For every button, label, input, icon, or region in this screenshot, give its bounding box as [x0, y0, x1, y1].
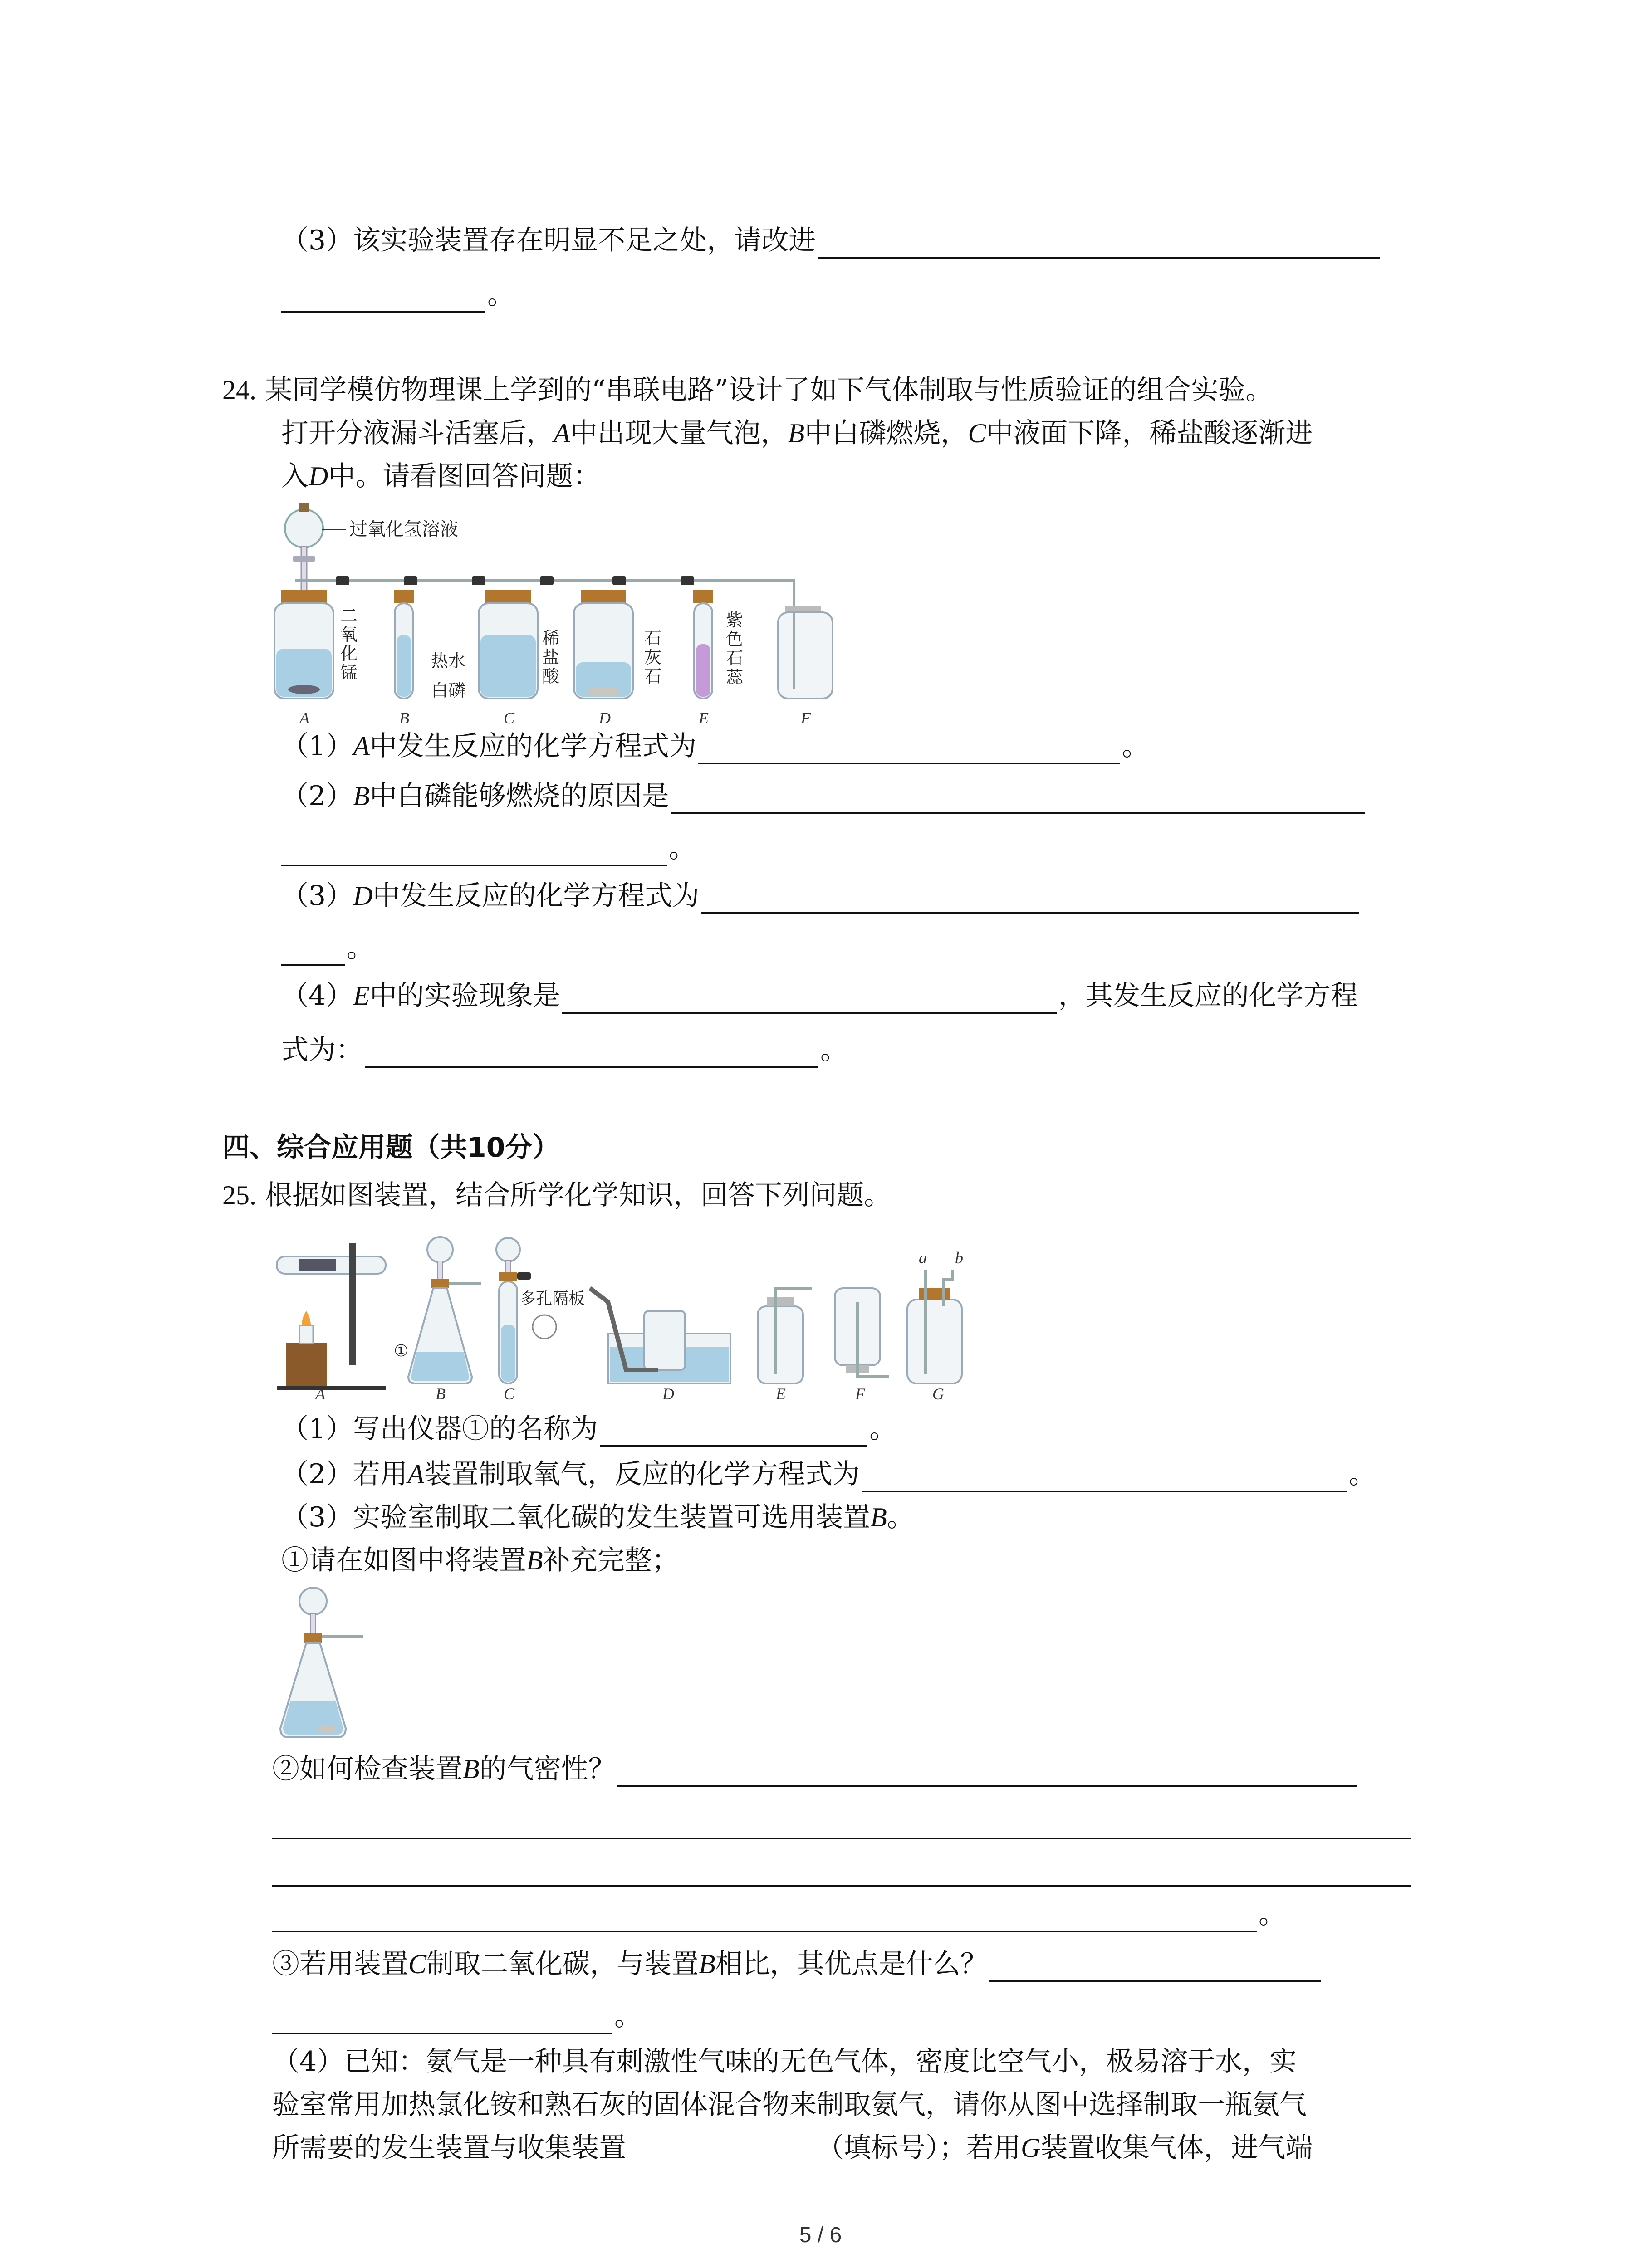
mno2-label: 二氧化锰	[340, 606, 358, 683]
answer-blank[interactable]	[600, 1419, 867, 1447]
svg-text:E: E	[699, 709, 709, 727]
q24-part3-line2: 。	[281, 930, 374, 966]
svg-text:A: A	[315, 1385, 325, 1402]
answer-blank[interactable]	[617, 1759, 1357, 1787]
svg-text:D: D	[662, 1385, 674, 1402]
funnel-label: 过氧化氢溶液	[349, 519, 458, 540]
answer-blank[interactable]	[562, 986, 1057, 1014]
q25-sub1: ①请在如图中将装置B补充完整；	[281, 1545, 679, 1576]
answer-blank[interactable]	[272, 1859, 1411, 1887]
q25-part4-line1: （4）已知：氨气是一种具有刺激性气味的无色气体，密度比空气小，极易溶于水，实	[272, 2046, 1297, 2077]
q23-part3-line1: （3）该实验装置存在明显不足之处，请改进	[281, 222, 1382, 259]
answer-blank[interactable]	[989, 1954, 1321, 1982]
answer-blank[interactable]	[272, 2006, 612, 2034]
svg-text:E: E	[776, 1385, 786, 1402]
apparatus-c	[496, 1238, 556, 1383]
answer-blank[interactable]	[365, 1040, 818, 1068]
answer-blank[interactable]	[281, 938, 345, 966]
q25-sub2-line4: 。	[272, 1896, 1286, 1932]
answer-blank[interactable]	[272, 1904, 1257, 1932]
q25-sub2-line1: ②如何检查装置B的气密性？	[272, 1751, 1359, 1787]
bottle-f	[778, 606, 833, 699]
bottle-a	[274, 590, 333, 699]
q24-stem-line3: 入D中。请看图回答问题：	[281, 460, 601, 492]
svg-text:C: C	[504, 709, 515, 727]
q25-sub2-line3	[272, 1851, 1413, 1887]
q24-stem-line1: 24. 某同学模仿物理课上学到的“串联电路”设计了如下气体制取与性质验证的组合实验。	[222, 374, 1273, 406]
answer-blank[interactable]	[671, 786, 1365, 814]
q25-sub3-line2: 。	[272, 1998, 642, 2034]
q24-apparatus-figure	[268, 499, 885, 735]
answer-blank[interactable]	[818, 230, 1380, 259]
porous-plate-label: 多孔隔板	[519, 1290, 585, 1308]
answer-blank[interactable]	[698, 736, 1120, 764]
q25-sub2-line2	[272, 1803, 1413, 1839]
q25-sub3-line1: ③若用装置C制取二氧化碳，与装置B相比，其优点是什么？	[272, 1946, 1323, 1982]
apparatus-b	[408, 1237, 481, 1383]
answer-blank[interactable]	[862, 1464, 1347, 1492]
white-p-label: 白磷	[431, 680, 466, 700]
q25-part3: （3）实验室制取二氧化碳的发生装置可选用装置B。	[281, 1501, 914, 1533]
page-number: 5 / 6	[799, 2223, 842, 2247]
hot-water-label: 热水	[431, 651, 466, 671]
litmus-label: 紫色石蕊	[726, 610, 744, 687]
q25-stem: 25. 根据如图装置，结合所学化学知识，回答下列问题。	[222, 1179, 892, 1211]
q25-part4-line2: 验室常用加热氯化铵和熟石灰的固体混合物来制取氨气，请你从图中选择制取一瓶氨气	[272, 2089, 1307, 2121]
q24-stem-line2: 打开分液漏斗活塞后，A中出现大量气泡，B中白磷燃烧，C中液面下降，稀盐酸逐渐进	[281, 417, 1313, 449]
answer-blank[interactable]	[281, 838, 667, 866]
q24-part2-line1: （2）B中白磷能够燃烧的原因是	[281, 778, 1367, 814]
q24-part3-line1: （3）D中发生反应的化学方程式为	[281, 878, 1361, 914]
port-b-label: b	[955, 1249, 963, 1267]
port-a-label: a	[919, 1249, 927, 1267]
flask-b-sketch	[272, 1583, 372, 1746]
figure-letters	[299, 709, 811, 727]
svg-text:F: F	[801, 709, 811, 727]
answer-blank[interactable]	[701, 886, 1359, 914]
answer-blank[interactable]	[281, 285, 485, 313]
svg-text:F: F	[855, 1385, 865, 1402]
test-tube-e	[693, 590, 713, 699]
figure-letters	[314, 1385, 944, 1402]
q24-part1: （1）A中发生反应的化学方程式为 。	[281, 728, 1149, 764]
svg-text:C: C	[504, 1385, 515, 1402]
q23-part3-line2: 。	[281, 277, 514, 313]
bottle-c	[479, 590, 538, 699]
apparatus-e	[758, 1288, 812, 1383]
apparatus-f	[835, 1288, 889, 1377]
svg-text:B: B	[399, 709, 409, 727]
q25-part4-line3: 所需要的发生装置与收集装置 （填标号）；若用G装置收集气体，进气端	[272, 2132, 1313, 2164]
q24-part4-line1: （4）E中的实验现象是 ，其发生反应的化学方程	[281, 978, 1358, 1014]
apparatus-d	[590, 1288, 730, 1383]
q24-part4-line2: 式为： 。	[281, 1032, 847, 1068]
circle-one-label: ①	[394, 1342, 409, 1360]
svg-text:A: A	[299, 709, 309, 727]
bottle-d	[574, 590, 633, 699]
section-title: 四、综合应用题（共10分）	[222, 1132, 560, 1163]
svg-text:D: D	[599, 709, 611, 727]
q25-part1: （1）写出仪器①的名称为 。	[281, 1411, 896, 1447]
limestone-label: 石灰石	[644, 628, 662, 686]
hcl-label: 稀盐酸	[542, 628, 560, 686]
answer-blank[interactable]	[272, 1811, 1411, 1839]
q25-apparatus-figure	[272, 1220, 1007, 1402]
apparatus-g	[907, 1270, 962, 1383]
svg-text:G: G	[932, 1385, 944, 1402]
apparatus-a	[277, 1243, 386, 1390]
q24-part2-line2: 。	[281, 830, 696, 866]
svg-text:B: B	[436, 1385, 446, 1402]
test-tube-b	[394, 590, 414, 699]
q25-part2: （2）若用A装置制取氧气，反应的化学方程式为 。	[281, 1456, 1376, 1492]
